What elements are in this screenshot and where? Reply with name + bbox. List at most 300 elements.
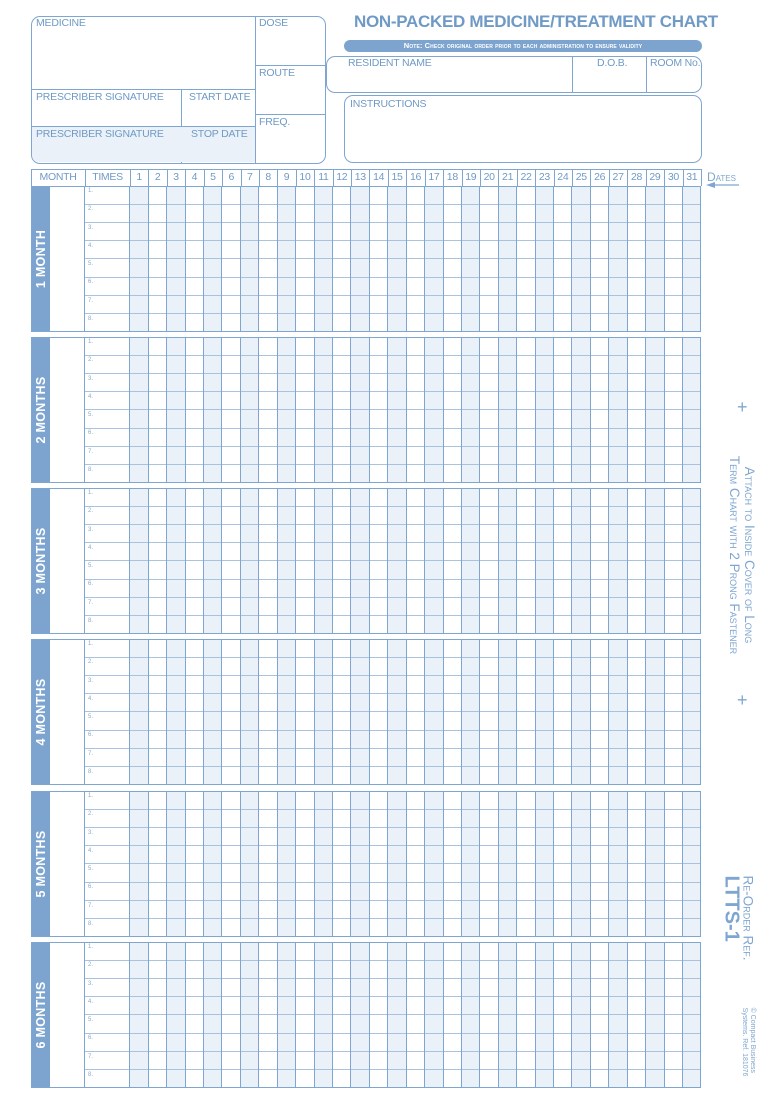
column-divider [221,187,222,331]
attach-line-2: Term Chart with 2 Prong Fastener [727,455,742,655]
column-divider [314,640,315,784]
divider [554,169,555,186]
day-header-14: 14 [373,171,385,183]
column-divider [424,489,425,633]
column-divider [627,943,628,1087]
column-divider [535,640,536,784]
time-slot-number: 7. [88,750,94,757]
day-header-15: 15 [391,171,403,183]
column-divider [166,943,167,1087]
column-divider [461,792,462,936]
divider [259,169,260,186]
column-divider [461,640,462,784]
day-header-16: 16 [409,171,422,183]
month-label: 3 MONTHS [34,527,48,595]
column-divider [166,489,167,633]
time-slot-number: 3. [88,980,94,987]
column-divider [84,792,85,936]
copyright-line-2: Systems. Ref. 181076 [741,1007,748,1077]
column-divider [350,640,351,784]
divider [480,169,481,186]
route-field[interactable]: ROUTE [259,67,295,79]
dose-field[interactable]: DOSE [259,17,288,29]
column-divider [498,792,499,936]
column-divider [645,489,646,633]
column-divider [332,640,333,784]
column-divider [424,943,425,1087]
month-block-4 [31,639,701,785]
time-slot-number: 2. [88,508,94,515]
column-divider [185,187,186,331]
column-divider [129,792,130,936]
time-slot-number: 6. [88,279,94,286]
divider [627,169,628,186]
time-slot-number: 4. [88,998,94,1005]
divider [255,65,325,66]
divider [148,169,149,186]
column-divider [332,792,333,936]
start-date-field[interactable]: START DATE [189,91,251,103]
column-divider [166,640,167,784]
column-divider [535,338,536,482]
divider [572,57,573,92]
column-divider [185,640,186,784]
column-divider [627,792,628,936]
column-divider [129,338,130,482]
time-slot-number: 8. [88,466,94,473]
time-slot-number: 2. [88,659,94,666]
column-divider [185,943,186,1087]
divider [333,169,334,186]
column-divider [148,640,149,784]
time-slot-number: 7. [88,297,94,304]
column-divider [443,489,444,633]
column-divider [571,338,572,482]
column-divider [332,489,333,633]
day-header-29: 29 [649,171,661,183]
validity-note: Note: Check original order prior to each administration to ensure validity [344,40,702,52]
column-divider [608,187,609,331]
column-divider [84,943,85,1087]
column-divider [203,640,204,784]
column-divider [645,943,646,1087]
column-divider [608,338,609,482]
column-divider [369,792,370,936]
time-slot-number: 6. [88,430,94,437]
column-divider [387,187,388,331]
column-divider [166,338,167,482]
column-divider [148,187,149,331]
column-divider [295,187,296,331]
divider [443,169,444,186]
day-header-8: 8 [265,171,271,183]
divider [296,169,297,186]
day-header-18: 18 [446,171,458,183]
day-header-19: 19 [465,171,477,183]
column-divider [608,489,609,633]
column-divider [406,943,407,1087]
divider [517,169,518,186]
column-divider [240,489,241,633]
column-divider [424,792,425,936]
grid-right-border [701,169,702,186]
divider [185,169,186,186]
time-slot-number: 6. [88,884,94,891]
column-divider [516,489,517,633]
column-divider [443,792,444,936]
column-divider [258,187,259,331]
time-slot-number: 1. [88,188,94,194]
column-divider [350,489,351,633]
column-divider [314,943,315,1087]
time-slot-number: 5. [88,412,94,418]
divider [646,57,647,92]
column-divider [332,943,333,1087]
column-divider [627,640,628,784]
column-divider [185,489,186,633]
column-divider [498,943,499,1087]
column-divider [295,489,296,633]
day-header-31: 31 [686,171,698,183]
column-divider [406,338,407,482]
column-divider [369,640,370,784]
column-divider [295,792,296,936]
column-divider [314,489,315,633]
time-slot-number: 1. [88,641,94,647]
column-divider [571,943,572,1087]
column-divider [627,338,628,482]
column-divider [498,640,499,784]
month-block-5 [31,791,701,937]
divider [388,169,389,186]
day-header-3: 3 [173,171,179,183]
time-slot-number: 5. [88,563,94,569]
room-no-field[interactable]: ROOM No. [650,57,701,69]
month-block-1 [31,186,701,332]
column-divider [443,338,444,482]
divider [572,169,573,186]
time-slot-number: 3. [88,224,94,231]
time-slot-number: 7. [88,599,94,606]
column-divider [535,943,536,1087]
column-divider [350,792,351,936]
time-slot-number: 8. [88,1071,94,1078]
column-divider [387,792,388,936]
column-divider [129,489,130,633]
column-divider [479,943,480,1087]
month-label: 5 MONTHS [34,830,48,898]
month-header: MONTH [39,171,77,183]
reorder-label: Re-Order Ref. [740,875,756,961]
divider [535,169,536,186]
column-divider [221,489,222,633]
column-divider [350,187,351,331]
divider [646,169,647,186]
column-divider [443,640,444,784]
column-divider [645,187,646,331]
column-divider [369,943,370,1087]
time-slot-number: 8. [88,768,94,775]
day-header-6: 6 [228,171,235,183]
crosshair-mark-bottom: + [737,690,748,710]
divider [167,169,168,186]
divider [609,169,610,186]
column-divider [221,792,222,936]
column-divider [295,943,296,1087]
divider [406,169,407,186]
column-divider [461,338,462,482]
column-divider [277,943,278,1087]
instructions-label: INSTRUCTIONS [350,98,427,110]
day-header-7: 7 [246,171,253,183]
column-divider [332,338,333,482]
month-label: 6 MONTHS [34,981,48,1049]
day-header-12: 12 [336,171,348,183]
column-divider [203,489,204,633]
column-divider [664,943,665,1087]
attach-line-1: Attach to Inside Cover of Long [742,466,757,644]
crosshair-mark-top: + [737,397,748,417]
column-divider [387,943,388,1087]
column-divider [277,792,278,936]
column-divider [627,489,628,633]
day-header-5: 5 [210,171,216,183]
prescriber-signature-start-field[interactable]: PRESCRIBER SIGNATURE [36,91,164,103]
divider [351,169,352,186]
time-slot-number: 4. [88,393,94,400]
column-divider [369,338,370,482]
divider [369,169,370,186]
column-divider [314,187,315,331]
divider [241,169,242,186]
time-slot-number: 8. [88,617,94,624]
divider [425,169,426,186]
column-divider [461,943,462,1087]
column-divider [664,489,665,633]
day-header-1: 1 [136,171,142,183]
column-divider [443,187,444,331]
divider [683,169,684,186]
month-block-3 [31,488,701,634]
column-divider [535,792,536,936]
column-divider [424,187,425,331]
column-divider [84,187,85,331]
column-divider [369,489,370,633]
column-divider [590,792,591,936]
column-divider [590,338,591,482]
column-divider [479,640,480,784]
column-divider [498,338,499,482]
column-divider [645,792,646,936]
column-divider [129,187,130,331]
month-band [32,489,50,633]
column-divider [332,187,333,331]
divider [498,169,499,186]
column-divider [682,489,683,633]
column-divider [406,489,407,633]
day-header-4: 4 [191,171,198,183]
day-header-24: 24 [557,171,569,183]
day-header-10: 10 [299,171,311,183]
column-divider [387,338,388,482]
column-divider [682,338,683,482]
column-divider [258,943,259,1087]
time-slot-number: 4. [88,847,94,854]
column-divider [350,943,351,1087]
column-divider [314,338,315,482]
time-slot-number: 7. [88,902,94,909]
column-divider [295,640,296,784]
column-divider [258,792,259,936]
column-divider [553,943,554,1087]
time-slot-number: 7. [88,448,94,455]
time-slot-number: 1. [88,490,94,496]
time-slot-number: 6. [88,581,94,588]
column-divider [314,792,315,936]
divider [31,89,256,90]
time-slot-number: 8. [88,315,94,322]
column-divider [608,792,609,936]
column-divider [185,792,186,936]
column-divider [185,338,186,482]
resident-name-field[interactable]: RESIDENT NAME [348,57,432,69]
column-divider [240,187,241,331]
time-slot-number: 3. [88,829,94,836]
column-divider [277,338,278,482]
column-divider [682,187,683,331]
arrow-left-icon [706,181,740,189]
time-slot-number: 4. [88,544,94,551]
divider [222,169,223,186]
column-divider [461,489,462,633]
column-divider [479,489,480,633]
month-band [32,792,50,936]
column-divider [166,187,167,331]
column-divider [240,640,241,784]
column-divider [84,640,85,784]
divider [204,169,205,186]
column-divider [387,640,388,784]
column-divider [627,187,628,331]
column-divider [571,489,572,633]
month-label: 1 MONTH [34,229,48,289]
time-slot-number: 1. [88,339,94,345]
chart-title: NON-PACKED MEDICINE/TREATMENT CHART [354,12,718,31]
column-divider [516,792,517,936]
column-divider [148,792,149,936]
reorder-code: LTTS-1 [720,875,743,942]
day-header-22: 22 [520,171,532,183]
day-header-23: 23 [538,171,550,183]
column-divider [535,187,536,331]
column-divider [258,489,259,633]
time-slot-number: 1. [88,944,94,950]
column-divider [221,338,222,482]
time-slot-number: 3. [88,375,94,382]
column-divider [553,338,554,482]
column-divider [203,792,204,936]
day-header-25: 25 [575,171,587,183]
column-divider [84,489,85,633]
column-divider [240,792,241,936]
column-divider [498,489,499,633]
column-divider [424,338,425,482]
column-divider [461,187,462,331]
divider [255,114,325,115]
column-divider [664,338,665,482]
column-divider [516,187,517,331]
month-block-6 [31,942,701,1088]
column-divider [387,489,388,633]
column-divider [664,187,665,331]
time-slot-number: 3. [88,677,94,684]
column-divider [516,640,517,784]
month-label: 2 MONTHS [34,376,48,444]
administration-grid [31,169,701,1089]
dob-field[interactable]: D.O.B. [597,57,628,69]
day-header-27: 27 [612,171,624,183]
copyright-line-1: © Compact Business [749,1007,756,1074]
column-divider [516,338,517,482]
column-divider [295,338,296,482]
column-divider [277,640,278,784]
stop-date-field[interactable]: STOP DATE [191,128,248,140]
time-slot-number: 6. [88,1035,94,1042]
prescriber-signature-stop-field[interactable]: PRESCRIBER SIGNATURE [36,128,164,140]
column-divider [682,792,683,936]
column-divider [498,187,499,331]
column-divider [664,640,665,784]
column-divider [479,792,480,936]
day-header-26: 26 [594,171,606,183]
column-divider [590,489,591,633]
column-divider [479,338,480,482]
column-divider [571,187,572,331]
column-divider [84,338,85,482]
day-header-28: 28 [630,171,643,183]
column-divider [590,187,591,331]
divider [462,169,463,186]
medicine-field[interactable]: MEDICINE [36,17,86,29]
column-divider [608,943,609,1087]
day-header-11: 11 [318,171,329,183]
column-divider [406,792,407,936]
time-slot-number: 4. [88,695,94,702]
column-divider [424,640,425,784]
column-divider [148,489,149,633]
column-divider [553,187,554,331]
time-slot-number: 2. [88,811,94,818]
divider [314,169,315,186]
column-divider [240,338,241,482]
day-header-21: 21 [502,171,514,183]
month-block-2 [31,337,701,483]
freq-field[interactable]: FREQ. [259,116,291,128]
column-divider [129,640,130,784]
column-divider [203,338,204,482]
month-band [32,640,50,784]
column-divider [553,489,554,633]
column-divider [221,943,222,1087]
column-divider [203,943,204,1087]
column-divider [406,640,407,784]
column-divider [240,943,241,1087]
column-divider [682,943,683,1087]
time-slot-number: 6. [88,732,94,739]
column-divider [571,792,572,936]
column-divider [369,187,370,331]
times-header: TIMES [92,171,123,183]
